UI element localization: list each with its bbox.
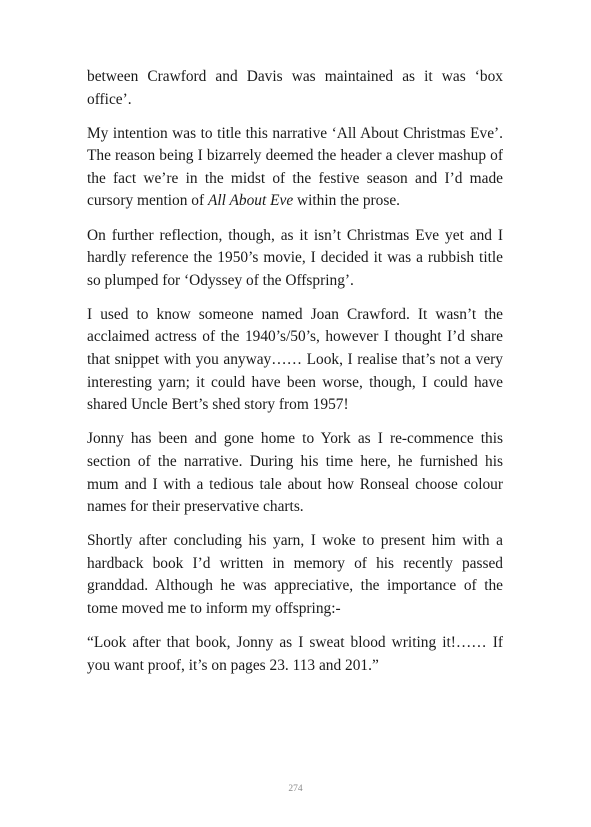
paragraph-1: between Crawford and Davis was maintained as it was ‘box office’. — [87, 68, 503, 108]
paragraph-7: “Look after that book, Jonny as I sweat blood writing it!…… If you want proof, it’s on pages 23. 113 and 201.” — [87, 634, 503, 674]
body-text — [87, 66, 503, 689]
paragraph-2 — [87, 123, 503, 213]
paragraph-6: Shortly after concluding his yarn, I woke to present him with a hardback book I’d written in memory of his recently passed granddad. Although he was appreciative, the importance of the tome moved me to inform my offspring:- — [87, 532, 503, 617]
paragraph-2-text-before: My intention was to title this narrative ‘All About Christmas Eve’. The reason being I bizarrely deemed the header a clever mashup of the fact we’re in the midst of the festive season and I’d made cursory mention of — [87, 124, 503, 210]
paragraph-2-italic-title: All About Eve — [207, 192, 294, 210]
page-number: 274 — [288, 784, 303, 794]
paragraph-2-text-after: within the prose. — [293, 192, 401, 210]
paragraph-5: Jonny has been and gone home to York as I re-commence this section of the narrative. During his time here, he furnished his mum and I with a tedious tale about how Ronseal choose colour names for their preservative charts. — [87, 430, 503, 516]
paragraph-3: On further reflection, though, as it isn’t Christmas Eve yet and I hardly reference the 1950’s movie, I decided it was a rubbish title so plumped for ‘Odyssey of the Offspring’. — [87, 226, 503, 289]
paragraph-4: I used to know someone named Joan Crawford. It wasn’t the acclaimed actress of the 1940’s/50’s, however I thought I’d share that snippet with you anyway…… Look, I realise that’s not a very interesting yarn; it could have been worse, though, I could have shared Uncle Bert’s shed story from 1957! — [87, 305, 503, 414]
